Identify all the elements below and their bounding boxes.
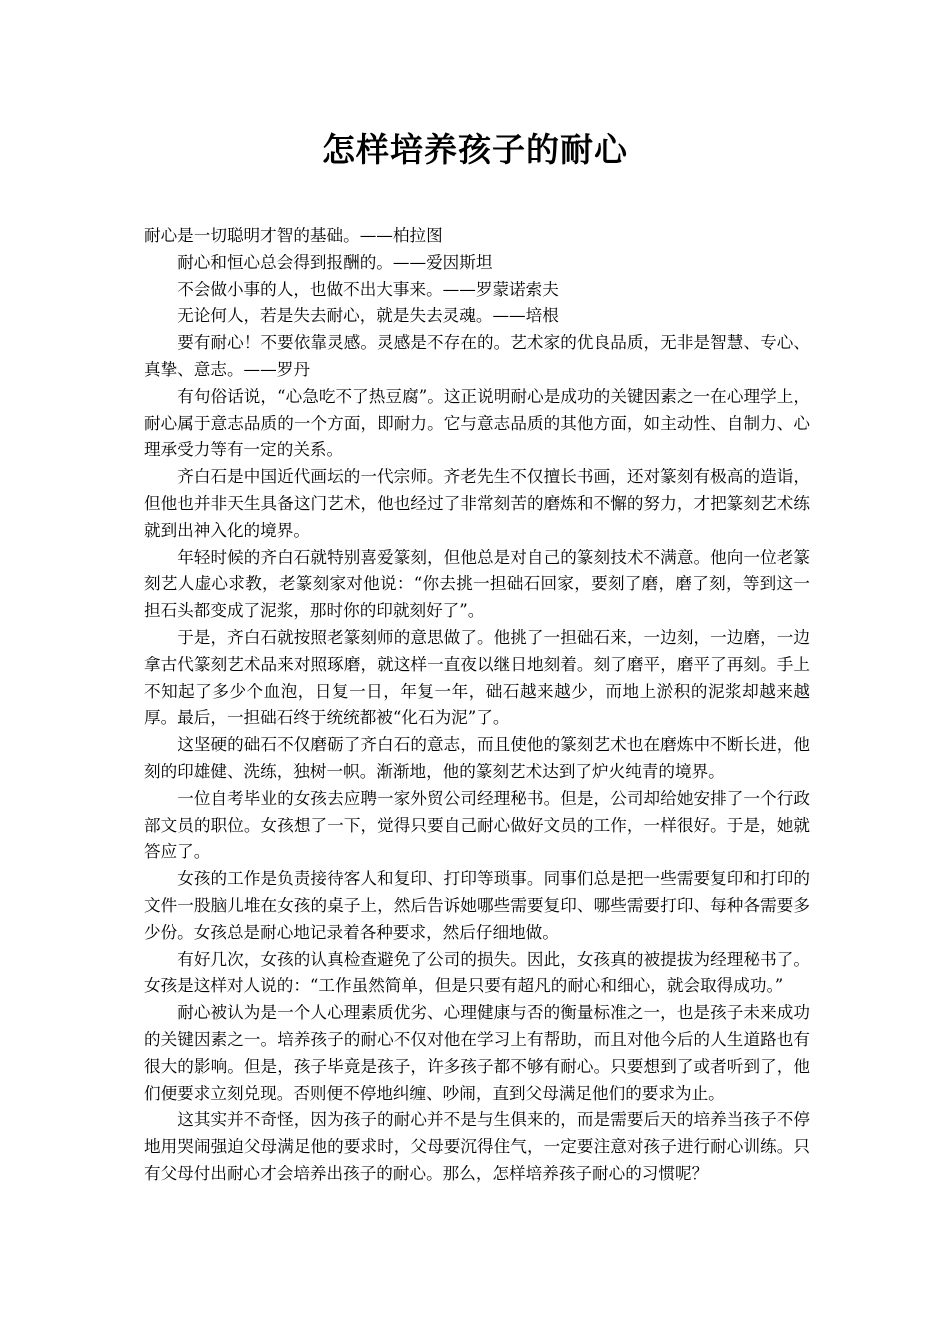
quote-paragraph: 耐心和恒心总会得到报酬的。——爱因斯坦 [177,252,493,272]
quote-paragraph: 不会做小事的人，也做不出大事来。——罗蒙诺索夫 [177,279,559,299]
body-paragraph: 有句俗话说，“心急吃不了热豆腐”。这正说明耐心是成功的关键因素之一在心理学上，耐心属于意志品质的一个方面，即耐力。它与意志品质的其他方面，如主动性、自制力、心理承受力等有一定的关系。 [144,386,810,460]
quote-paragraph: 要有耐心！不要依靠灵感。灵感是不存在的。艺术家的优良品质，无非是智慧、专心、真挚、意志。——罗丹 [144,333,810,379]
body-paragraph: 耐心被认为是一个人心理素质优劣、心理健康与否的衡量标准之一，也是孩子未来成功的关键因素之一。培养孩子的耐心不仅对他在学习上有帮助，而且对他今后的人生道路也有很大的影响。但是，孩子毕竟是孩子，许多孩子都不够有耐心。只要想到了或者听到了，他们便要求立刻兑现。否则便不停地纠缠、吵闹，直到父母满足他们的要求为止。 [144,1003,810,1103]
document-body [144,223,810,1188]
body-paragraph: 于是，齐白石就按照老篆刻师的意思做了。他挑了一担础石来，一边刻，一边磨，一边拿古代篆刻艺术品来对照琢磨，就这样一直夜以继日地刻着。刻了磨平，磨平了再刻。手上不知起了多少个血泡，日复一日，年复一年，础石越来越少，而地上淤积的泥浆却越来越厚。最后，一担础石终于统统都被“化石为泥”了。 [144,627,810,728]
body-paragraph: 一位自考毕业的女孩去应聘一家外贸公司经理秘书。但是，公司却给她安排了一个行政部文员的职位。女孩想了一下，觉得只要自己耐心做好文员的工作，一样很好。于是，她就答应了。 [144,788,810,862]
body-paragraph: 有好几次，女孩的认真检查避免了公司的损失。因此，女孩真的被提拔为经理秘书了。女孩是这样对人说的：“工作虽然简单，但是只要有超凡的耐心和细心，就会取得成功。” [144,949,810,996]
quote-paragraph: 耐心是一切聪明才智的基础。——柏拉图 [144,226,443,245]
body-paragraph: 这坚硬的础石不仅磨砺了齐白石的意志，而且使他的篆刻艺术也在磨炼中不断长进，他刻的印雄健、洗练，独树一帜。渐渐地，他的篆刻艺术达到了炉火纯青的境界。 [144,735,810,781]
body-paragraph: 齐白石是中国近代画坛的一代宗师。齐老先生不仅擅长书画，还对篆刻有极高的造诣，但他也并非天生具备这门艺术，他也经过了非常刻苦的磨炼和不懈的努力，才把篆刻艺术练就到出神入化的境界。 [144,467,810,540]
quote-paragraph: 无论何人，若是失去耐心，就是失去灵魂。——培根 [177,306,559,326]
body-paragraph: 这其实并不奇怪，因为孩子的耐心并不是与生俱来的，而是需要后天的培养当孩子不停地用哭闹强迫父母满足他的要求时，父母要沉得住气，一定要注意对孩子进行耐心训练。只有父母付出耐心才会培养出孩子的耐心。那么，怎样培养孩子耐心的习惯呢？ [144,1110,810,1183]
body-paragraph: 女孩的工作是负责接待客人和复印、打印等琐事。同事们总是把一些需要复印和打印的文件一股脑儿堆在女孩的桌子上，然后告诉她哪些需要复印、哪些需要打印、每种各需要多少份。女孩总是耐心地记录着各种要求，然后仔细地做。 [144,869,810,942]
body-paragraph: 年轻时候的齐白石就特别喜爱篆刻，但他总是对自己的篆刻技术不满意。他向一位老篆刻艺人虚心求教，老篆刻家对他说：“你去挑一担础石回家，要刻了磨，磨了刻，等到这一担石头都变成了泥浆，那时你的印就刻好了”。 [144,547,810,621]
page-title: 怎样培养孩子的耐心 [322,130,628,169]
